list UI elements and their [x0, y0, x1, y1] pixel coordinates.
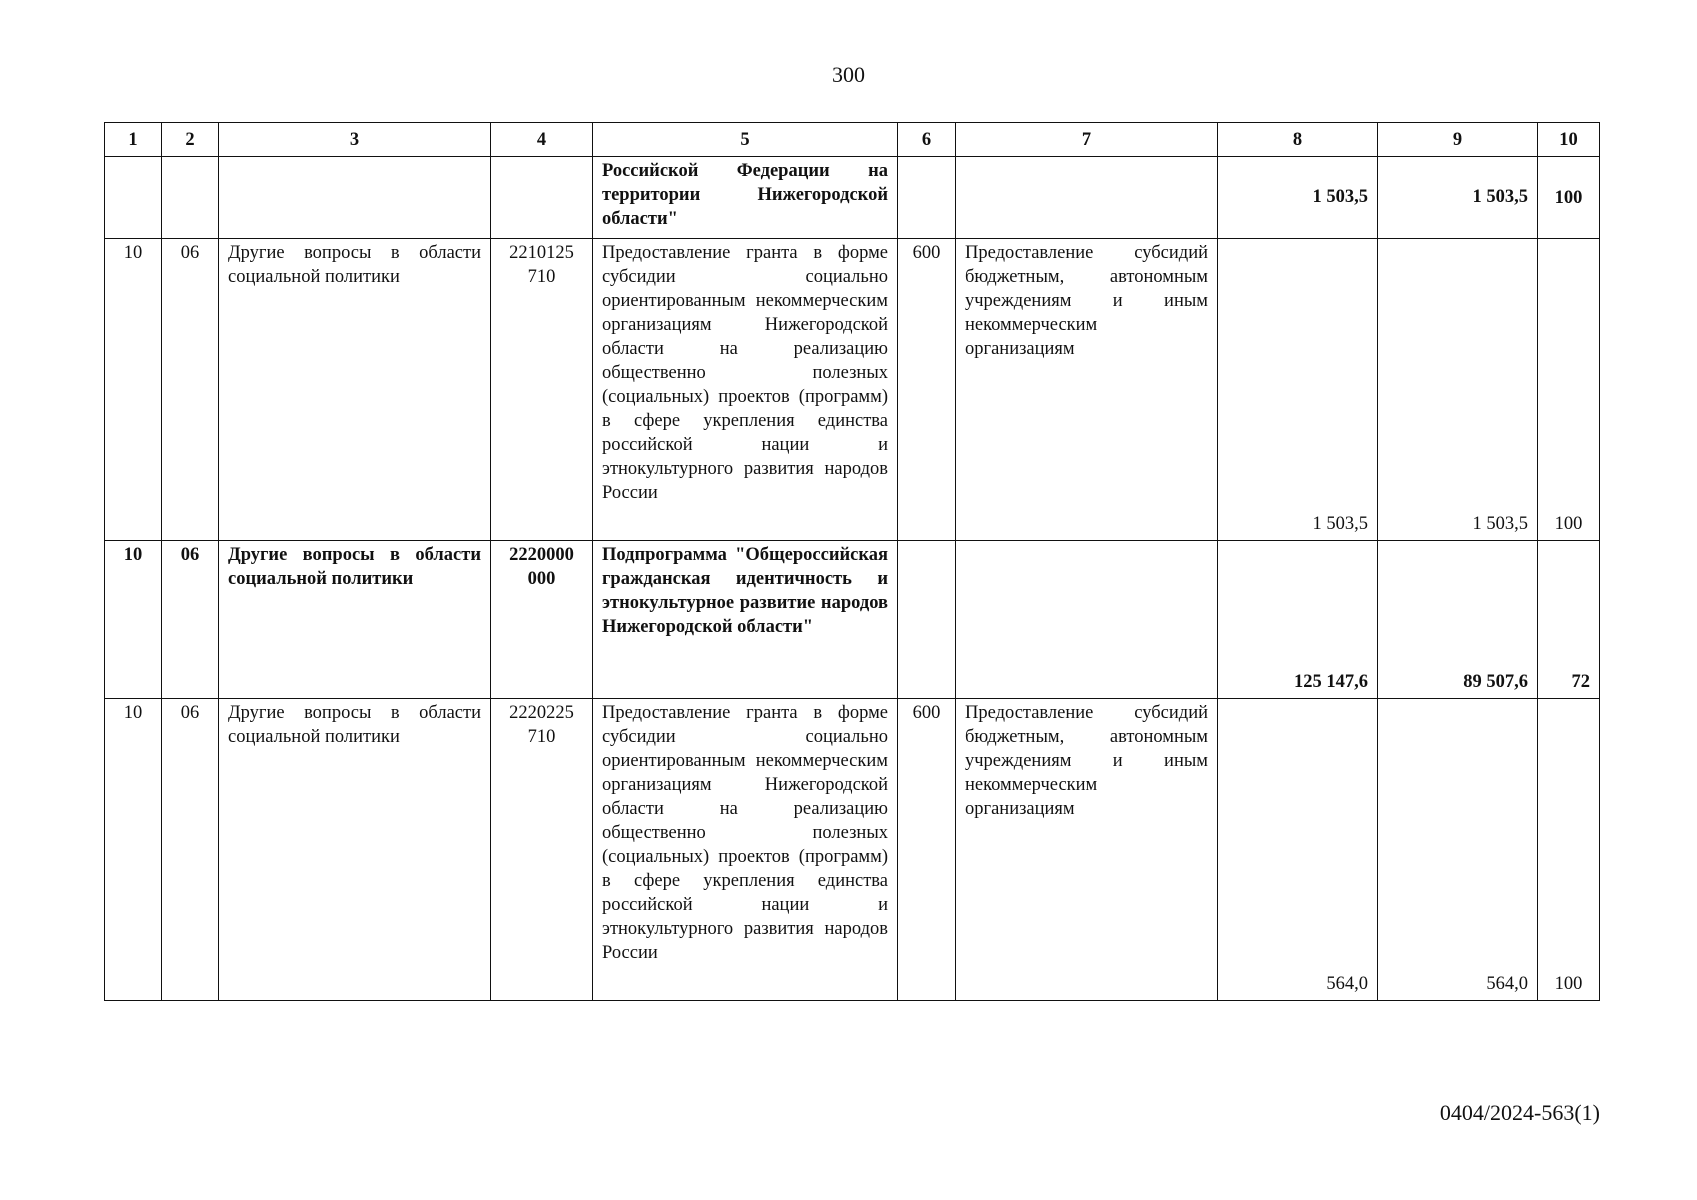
header-col-4: 4 [491, 123, 593, 157]
cell-percent: 100 [1538, 157, 1600, 239]
header-col-8: 8 [1218, 123, 1378, 157]
header-col-3: 3 [219, 123, 491, 157]
header-col-5: 5 [593, 123, 898, 157]
cell-percent: 72 [1538, 541, 1600, 699]
cell-planned: 1 503,5 [1218, 157, 1378, 239]
table-row [105, 699, 1600, 1001]
header-col-10: 10 [1538, 123, 1600, 157]
budget-table [104, 122, 1600, 1001]
cell-target-code: 2210125 710 [491, 239, 593, 541]
table-row [105, 239, 1600, 541]
cell-target-code: 2220000 000 [491, 541, 593, 699]
cell-expense-type [898, 157, 956, 239]
cell-expense-type: 600 [898, 239, 956, 541]
cell-section [105, 157, 162, 239]
cell-target-code [491, 157, 593, 239]
cell-planned: 1 503,5 [1218, 239, 1378, 541]
cell-section: 10 [105, 239, 162, 541]
cell-target-code: 2220225 710 [491, 699, 593, 1001]
cell-target-name: Подпрограмма "Общероссийская гражданская идентичность и этнокультурное развитие народов Нижегородской области" [593, 541, 898, 699]
cell-section-name: Другие вопросы в области социальной политики [219, 699, 491, 1001]
cell-section-name: Другие вопросы в области социальной политики [219, 239, 491, 541]
cell-subsection: 06 [162, 239, 219, 541]
cell-target-name: Предоставление гранта в форме субсидии социально ориентированным некоммерческим организациям Нижегородской области на реализацию общественно полезных (социальных) проектов (программ) в сфере укрепления единства российской нации и этнокультурного развития народов России [593, 239, 898, 541]
cell-target-name: Предоставление гранта в форме субсидии социально ориентированным некоммерческим организациям Нижегородской области на реализацию общественно полезных (социальных) проектов (программ) в сфере укрепления единства российской нации и этнокультурного развития народов России [593, 699, 898, 1001]
header-col-2: 2 [162, 123, 219, 157]
cell-executed: 1 503,5 [1378, 157, 1538, 239]
header-col-9: 9 [1378, 123, 1538, 157]
header-col-7: 7 [956, 123, 1218, 157]
cell-expense-type-name [956, 157, 1218, 239]
document-code: 0404/2024-563(1) [1439, 1100, 1600, 1125]
cell-section: 10 [105, 699, 162, 1001]
table-row [105, 541, 1600, 699]
cell-planned: 564,0 [1218, 699, 1378, 1001]
table-header-row [105, 123, 1600, 157]
cell-target-name: Российской Федерации на территории Нижегородской области" [593, 157, 898, 239]
cell-section: 10 [105, 541, 162, 699]
header-col-6: 6 [898, 123, 956, 157]
cell-percent: 100 [1538, 239, 1600, 541]
cell-subsection: 06 [162, 699, 219, 1001]
cell-section-name: Другие вопросы в области социальной политики [219, 541, 491, 699]
cell-expense-type: 600 [898, 699, 956, 1001]
cell-subsection: 06 [162, 541, 219, 699]
header-col-1: 1 [105, 123, 162, 157]
cell-percent: 100 [1538, 699, 1600, 1001]
cell-executed: 1 503,5 [1378, 239, 1538, 541]
cell-subsection [162, 157, 219, 239]
table-row [105, 157, 1600, 239]
cell-planned: 125 147,6 [1218, 541, 1378, 699]
cell-expense-type-name: Предоставление субсидий бюджетным, автономным учреждениям и иным некоммерческим организациям [956, 239, 1218, 541]
cell-expense-type [898, 541, 956, 699]
cell-expense-type-name [956, 541, 1218, 699]
cell-section-name [219, 157, 491, 239]
page-number: 300 [832, 62, 865, 87]
cell-expense-type-name: Предоставление субсидий бюджетным, автономным учреждениям и иным некоммерческим организациям [956, 699, 1218, 1001]
cell-executed: 564,0 [1378, 699, 1538, 1001]
cell-executed: 89 507,6 [1378, 541, 1538, 699]
